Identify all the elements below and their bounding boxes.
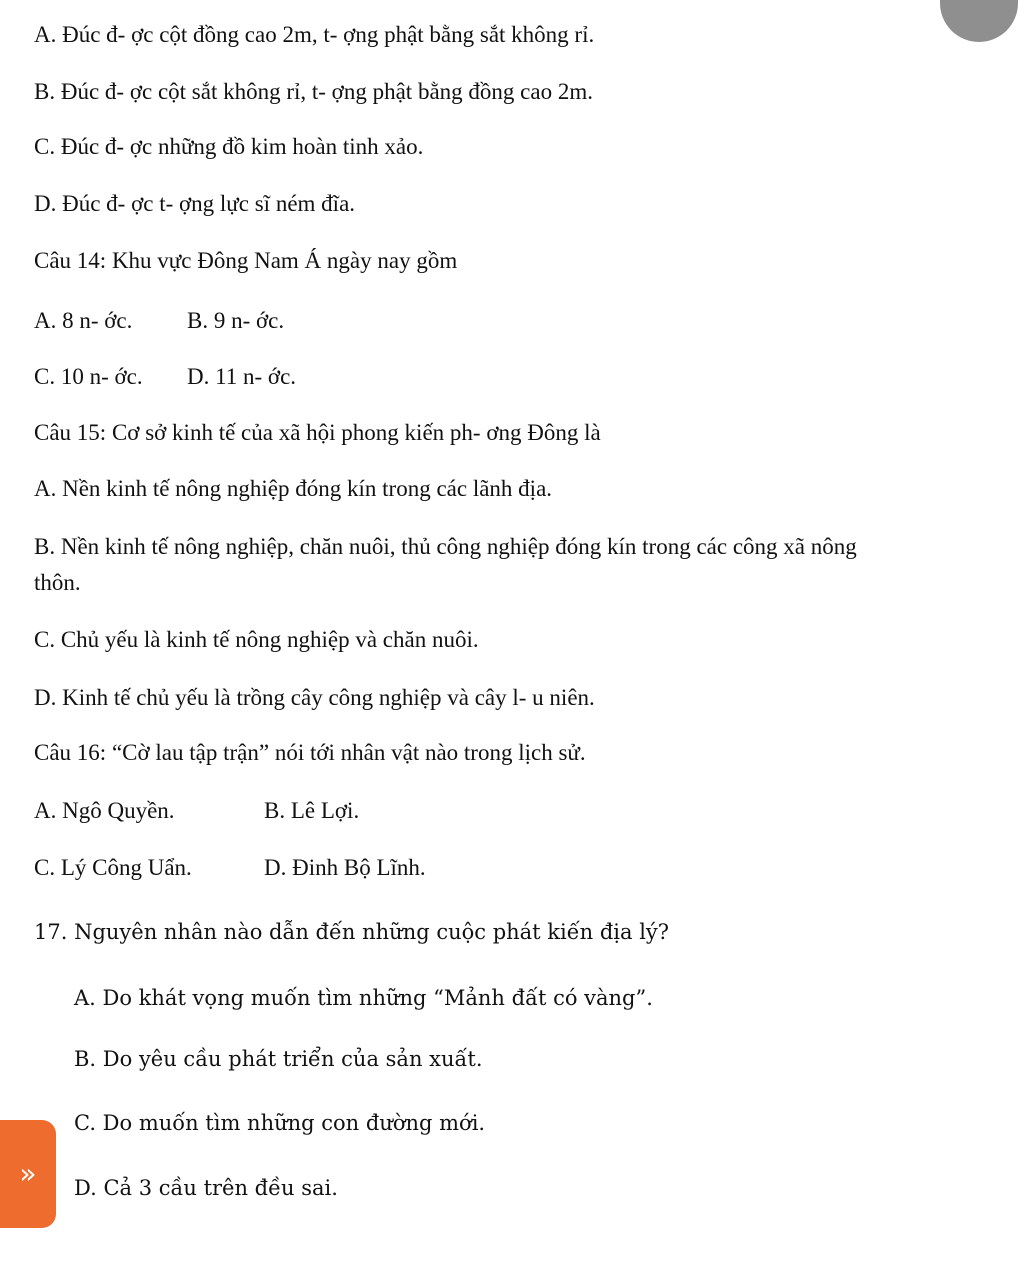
q17-option-a: A. Do khát vọng muốn tìm những “Mảnh đất có vàng”. [74,986,653,1010]
q13-option-a: A. Đúc đ- ợc cột đồng cao 2m, t- ợng phật bằng sắt không rỉ. [34,22,595,47]
q13-option-d: D. Đúc đ- ợc t- ợng lực sĩ ném đĩa. [34,191,356,216]
q17-option-c: C. Do muốn tìm những con đường mới. [74,1111,486,1135]
q17-option-b: B. Do yêu cầu phát triển của sản xuất. [74,1047,483,1071]
q16-option-c: C. Lý Công Uẩn. [34,855,192,880]
q16-option-d: D. Đinh Bộ Lĩnh. [264,855,426,880]
q14-option-b: B. 9 n- ớc. [187,308,285,333]
q16-option-a: A. Ngô Quyền. [34,798,175,823]
double-chevron-right-icon: » [19,1157,37,1190]
q14-option-d: D. 11 n- ớc. [187,364,297,389]
q15-option-a: A. Nền kinh tế nông nghiệp đóng kín trong các lãnh địa. [34,476,553,501]
q15-option-b-line1: B. Nền kinh tế nông nghiệp, chăn nuôi, thủ công nghiệp đóng kín trong các công xã nông [34,534,857,559]
q16-option-b: B. Lê Lợi. [264,798,360,823]
q14-option-a: A. 8 n- ớc. [34,308,133,333]
q13-option-b: B. Đúc đ- ợc cột sắt không rỉ, t- ợng phật bằng đồng cao 2m. [34,79,593,104]
scroll-indicator[interactable] [940,0,1018,42]
q15-option-c: C. Chủ yếu là kinh tế nông nghiệp và chăn nuôi. [34,627,479,652]
q14-option-c: C. 10 n- ớc. [34,364,143,389]
expand-button[interactable] [0,1120,56,1228]
q15-option-d: D. Kinh tế chủ yếu là trồng cây công nghiệp và cây l- u niên. [34,685,595,710]
q15-option-b-line2: thôn. [34,570,81,595]
q17-question: 17. Nguyên nhân nào dẫn đến những cuộc phát kiến địa lý? [34,920,670,944]
q13-option-c: C. Đúc đ- ợc những đồ kim hoàn tinh xảo. [34,134,424,159]
q17-option-d: D. Cả 3 cầu trên đều sai. [74,1176,338,1200]
q16-question: Câu 16: “Cờ lau tập trận” nói tới nhân vật nào trong lịch sử. [34,740,586,765]
q14-question: Câu 14: Khu vực Đông Nam Á ngày nay gồm [34,248,458,273]
q15-question: Câu 15: Cơ sở kinh tế của xã hội phong kiến ph- ơng Đông là [34,420,601,445]
